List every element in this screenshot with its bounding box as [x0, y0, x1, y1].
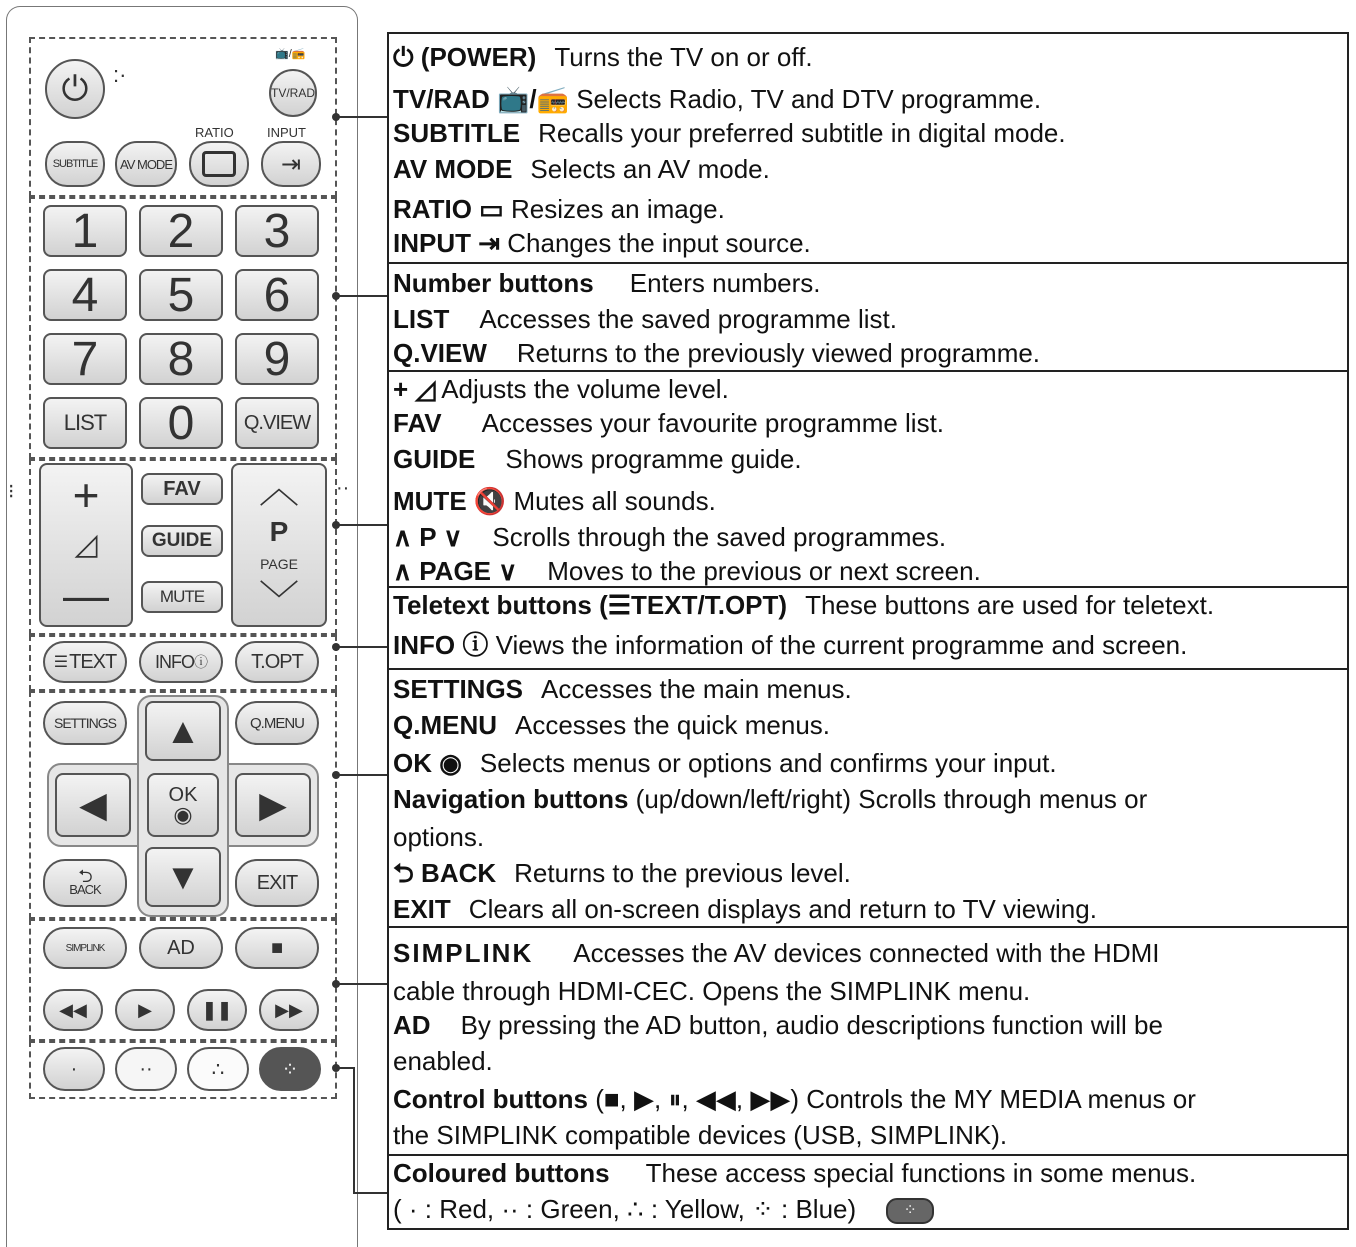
page-label: PAGE [260, 556, 298, 572]
connector-line [336, 774, 388, 776]
number-label: 8 [167, 332, 195, 386]
input-button[interactable] [261, 141, 321, 187]
text-teletext: These buttons are used for teletext. [805, 590, 1215, 620]
minus-icon: — [63, 569, 109, 622]
number-label: 4 [71, 268, 99, 322]
key-qmenu: Q.MENU [393, 710, 497, 740]
arrow-down-icon: ▼ [165, 856, 201, 897]
desc-row [393, 374, 729, 404]
info-label: INFO [155, 651, 194, 672]
text-programme: Scrolls through the saved programmes. [492, 522, 947, 552]
yellow-button[interactable] [187, 1047, 249, 1091]
dots-icon: :· [113, 62, 127, 87]
red-button[interactable] [43, 1047, 105, 1091]
desc-row [393, 976, 1030, 1006]
fav-label: FAV [163, 477, 201, 500]
list-label: LIST [63, 410, 107, 435]
text-tvrad: Selects Radio, TV and DTV programme. [576, 84, 1042, 114]
key-teletext: Teletext buttons (☰TEXT/T.OPT) [393, 590, 788, 620]
number-button-5[interactable] [139, 269, 223, 321]
connector-line [336, 1067, 354, 1069]
connector-line [336, 295, 388, 297]
key-simplink: SIMPLINK [393, 938, 534, 968]
key-back: ⮌ BACK [393, 858, 497, 888]
down-button[interactable] [145, 847, 221, 907]
section-control [389, 928, 1347, 1156]
desc-row [393, 784, 1147, 814]
avmode-button[interactable] [115, 141, 177, 187]
desc-row [393, 444, 802, 474]
connector-line [336, 524, 388, 526]
number-button-3[interactable] [235, 205, 319, 257]
rewind-icon: ◀◀ [59, 999, 87, 1020]
connector-line [336, 116, 388, 118]
section-navigation [389, 670, 1347, 928]
desc-row [393, 228, 811, 258]
desc-row [393, 894, 1097, 924]
key-power: ⏻ (POWER) [393, 42, 537, 72]
desc-row [393, 42, 813, 72]
desc-row [393, 556, 981, 586]
number-button-6[interactable] [235, 269, 319, 321]
p-label: P [269, 516, 289, 547]
key-guide: GUIDE [393, 444, 476, 474]
text-guide: Shows programme guide. [505, 444, 802, 474]
number-button-2[interactable] [139, 205, 223, 257]
four-dot-icon: ⁘ [281, 1058, 299, 1081]
text-simplink-2: cable through HDMI-CEC. Opens the SIMPLINK menu. [393, 976, 1031, 1006]
number-label: 1 [71, 204, 99, 258]
text-list: Accesses the saved programme list. [479, 304, 897, 334]
desc-row [393, 1194, 934, 1224]
text-control-2: the SIMPLINK compatible devices (USB, SIMPLINK). [393, 1120, 1008, 1150]
desc-row [393, 338, 1040, 368]
simplink-label: SIMPLINK [65, 942, 105, 954]
text-mute: Mutes all sounds. [513, 486, 716, 516]
key-avmode: AV MODE [393, 154, 513, 184]
arrow-right-icon: ▶ [259, 784, 287, 825]
connector-line [336, 983, 388, 985]
text-number: Enters numbers. [629, 268, 821, 298]
number-label: 0 [167, 396, 195, 450]
text-qview: Returns to the previously viewed programme. [516, 338, 1041, 368]
text-icon: ☰ [53, 654, 68, 671]
remote-control [6, 6, 358, 1247]
key-subtitle: SUBTITLE [393, 118, 521, 148]
number-button-9[interactable] [235, 333, 319, 385]
key-fav: FAV [393, 408, 442, 438]
settings-label: SETTINGS [53, 715, 116, 731]
section-top [389, 34, 1347, 264]
key-info: INFO ⓘ [393, 630, 489, 660]
text-control: (■, ▶, ⏸, ◀◀, ▶▶) Controls the MY MEDIA menus or [595, 1084, 1196, 1114]
number-button-1[interactable] [43, 205, 127, 257]
fastforward-button[interactable] [259, 989, 319, 1031]
topt-button[interactable] [235, 641, 319, 683]
connector-line [353, 1067, 355, 1193]
desc-row [393, 858, 851, 888]
blue-button-icon: ⁘ [886, 1198, 934, 1224]
text-ad: By pressing the AD button, audio descriptions function will be [460, 1010, 1163, 1040]
up-button[interactable] [145, 701, 221, 761]
desc-row [393, 268, 821, 298]
section-teletext [389, 588, 1347, 670]
fastforward-icon: ▶▶ [275, 999, 303, 1020]
text-exit: Clears all on-screen displays and return to TV viewing. [468, 894, 1097, 924]
qmenu-button[interactable] [235, 701, 319, 745]
text-navigation: (up/down/left/right) Scrolls through menus or [635, 784, 1148, 814]
stop-button[interactable] [235, 927, 319, 969]
back-icon: ⮌ [78, 866, 92, 886]
qmenu-label: Q.MENU [250, 714, 304, 732]
key-list: LIST [393, 304, 450, 334]
input-caption: INPUT [267, 125, 306, 140]
tvrad-tag: 📺/📻 [275, 48, 306, 60]
chevron-up-icon: ︿ [259, 467, 299, 511]
key-ok: OK ◉ [393, 748, 462, 778]
chevron-down-icon: ﹀ [259, 579, 299, 623]
number-button-8[interactable] [139, 333, 223, 385]
key-exit: EXIT [393, 894, 451, 924]
rewind-button[interactable] [43, 989, 103, 1031]
key-ratio: RATIO ▭ [393, 194, 504, 224]
arrow-left-icon: ◀ [79, 784, 107, 825]
text-coloured: These access special functions in some menus. [645, 1158, 1197, 1188]
guide-button[interactable] [141, 525, 223, 557]
number-label: 5 [167, 268, 195, 322]
desc-row [393, 304, 897, 334]
three-dot-icon: ∴ [211, 1058, 225, 1081]
play-button[interactable] [115, 989, 175, 1031]
desc-row [393, 710, 830, 740]
text-ad-2: enabled. [393, 1046, 493, 1076]
key-mute: MUTE 🔇 [393, 486, 507, 516]
section-coloured [389, 1156, 1347, 1232]
fav-button[interactable] [141, 473, 223, 505]
text-info: Views the information of the current programme and screen. [495, 630, 1188, 660]
text-avmode: Selects an AV mode. [530, 154, 770, 184]
left-button[interactable] [55, 773, 131, 837]
qview-button[interactable] [235, 397, 319, 449]
section-volume [389, 372, 1347, 588]
volume-rocker[interactable] [39, 463, 133, 627]
desc-row [393, 522, 946, 552]
tvrad-button[interactable] [269, 69, 317, 117]
side-dots-left: ⁝ [8, 481, 15, 503]
desc-row [393, 674, 852, 704]
green-button[interactable] [115, 1047, 177, 1091]
text-ok: Selects menus or options and confirms your input. [479, 748, 1057, 778]
guide-label: GUIDE [151, 530, 213, 551]
qview-label: Q.VIEW [243, 411, 311, 434]
avmode-label: AV MODE [120, 156, 172, 172]
key-input: INPUT ⇥ [393, 228, 501, 258]
text-colours: ( · : Red, ·· : Green, ∴ : Yellow, ⁘ : Blue) [393, 1194, 857, 1224]
ratio-caption: RATIO [195, 125, 234, 140]
key-navigation: Navigation buttons [393, 784, 629, 814]
text-settings: Accesses the main menus. [541, 674, 852, 704]
key-programme: ∧ P ∨ [393, 522, 463, 552]
arrow-up-icon: ▲ [165, 710, 201, 751]
right-button[interactable] [235, 773, 311, 837]
key-qview: Q.VIEW [393, 338, 487, 368]
key-control: Control buttons [393, 1084, 588, 1114]
exit-label: EXIT [256, 871, 298, 894]
text-power: Turns the TV on or off. [554, 42, 813, 72]
input-icon: ⇥ [280, 150, 302, 178]
ratio-icon [202, 151, 236, 177]
key-tvrad: TV/RAD 📺/📻 [393, 84, 569, 114]
pause-icon: ❚❚ [201, 999, 233, 1020]
desc-row [393, 1158, 1196, 1188]
desc-row [393, 194, 725, 224]
number-label: 9 [263, 332, 291, 386]
number-button-7[interactable] [43, 333, 127, 385]
text-qmenu: Accesses the quick menus. [515, 710, 831, 740]
desc-row [393, 1084, 1196, 1114]
text-navigation-2: options. [393, 822, 485, 852]
desc-row [393, 938, 1159, 968]
ratio-button[interactable] [189, 141, 249, 187]
topt-label: T.OPT [251, 650, 303, 673]
tvrad-label: TV/RAD [271, 86, 316, 100]
ad-button[interactable] [139, 927, 223, 969]
ad-label: AD [167, 936, 195, 959]
back-button[interactable] [43, 859, 127, 907]
key-page: ∧ PAGE ∨ [393, 556, 518, 586]
text-fav: Accesses your favourite programme list. [481, 408, 945, 438]
two-dot-icon: ·· [139, 1057, 153, 1080]
key-number: Number buttons [393, 268, 594, 298]
desc-row [393, 630, 1187, 660]
plus-icon: + [72, 468, 100, 521]
connector-line [353, 1192, 388, 1194]
description-table [387, 32, 1349, 1230]
text-simplink: Accesses the AV devices connected with the HDMI [573, 938, 1160, 968]
desc-row [393, 408, 944, 438]
ok-icon: ◉ [173, 802, 193, 827]
side-dots-right: ·· [336, 477, 350, 499]
desc-row [393, 748, 1057, 778]
number-label: 2 [167, 204, 195, 258]
text-volume: Adjusts the volume level. [441, 374, 729, 404]
desc-row [393, 154, 770, 184]
ok-label: OK [168, 784, 198, 806]
info-icon: ⓘ [194, 654, 207, 670]
text-label: TEXT [69, 650, 117, 673]
text-page: Moves to the previous or next screen. [547, 556, 981, 586]
key-settings: SETTINGS [393, 674, 524, 704]
mute-button[interactable] [141, 581, 223, 613]
desc-row [393, 84, 1041, 114]
list-button[interactable] [43, 397, 127, 449]
key-coloured: Coloured buttons [393, 1158, 610, 1188]
desc-row [393, 486, 716, 516]
text-back: Returns to the previous level. [514, 858, 851, 888]
info-button[interactable] [139, 641, 223, 683]
text-input: Changes the input source. [507, 228, 811, 258]
number-button-4[interactable] [43, 269, 127, 321]
connector-line [336, 646, 388, 648]
volume-icon: ◿ [74, 528, 98, 562]
stop-icon: ■ [270, 936, 284, 959]
number-button-0[interactable] [139, 397, 223, 449]
desc-row [393, 1010, 1163, 1040]
one-dot-icon: · [70, 1057, 78, 1080]
programme-rocker[interactable] [231, 463, 327, 627]
key-ad: AD [393, 1010, 431, 1040]
subtitle-label: SUBTITLE [52, 158, 98, 170]
power-icon: ⏻ [61, 69, 89, 108]
subtitle-button[interactable] [45, 141, 105, 187]
desc-row [393, 822, 484, 852]
blue-button[interactable] [259, 1047, 321, 1091]
power-button[interactable] [45, 59, 105, 119]
exit-button[interactable] [235, 859, 319, 907]
desc-row [393, 1120, 1007, 1150]
pause-button[interactable] [187, 989, 247, 1031]
settings-button[interactable] [43, 701, 127, 745]
play-icon: ▶ [138, 999, 152, 1020]
text-ratio: Resizes an image. [510, 194, 725, 224]
desc-row [393, 590, 1214, 620]
number-label: 6 [263, 268, 291, 322]
ok-button[interactable] [147, 773, 219, 837]
key-volume: + ◿ [393, 374, 436, 404]
desc-row [393, 1046, 493, 1076]
back-label: BACK [69, 882, 101, 897]
number-label: 7 [71, 332, 99, 386]
text-button[interactable] [43, 641, 127, 683]
section-numbers [389, 264, 1347, 372]
desc-row [393, 118, 1066, 148]
mute-label: MUTE [159, 587, 205, 606]
text-subtitle: Recalls your preferred subtitle in digital mode. [538, 118, 1066, 148]
simplink-button[interactable] [43, 927, 127, 969]
number-label: 3 [263, 204, 291, 258]
